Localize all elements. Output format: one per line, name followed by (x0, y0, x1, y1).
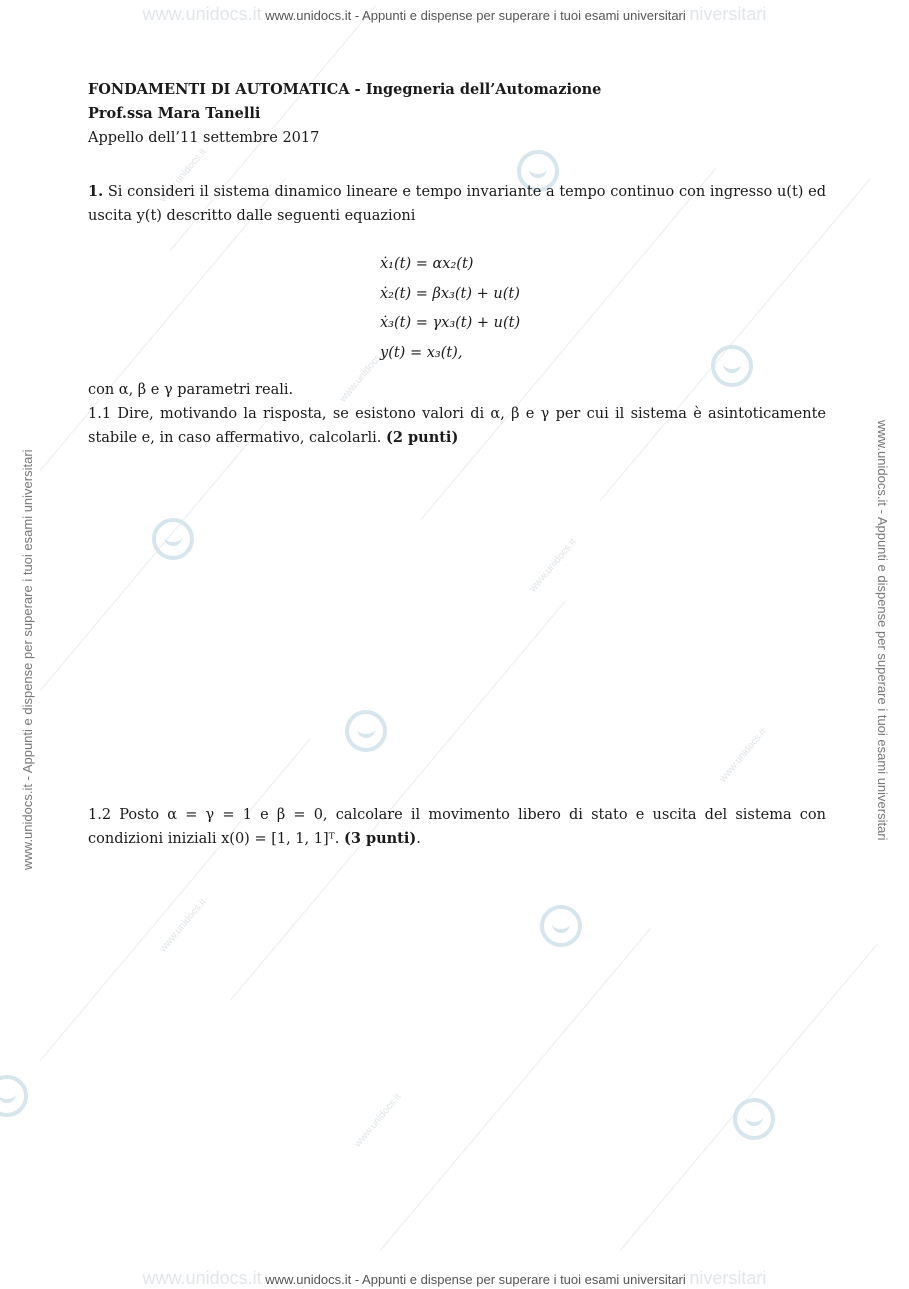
course-title: FONDAMENTI DI AUTOMATICA (88, 81, 350, 98)
exercise-intro-text: Si consideri il sistema dinamico lineare e tempo invariante a tempo continuo con ingresso u(t) ed uscita y(t) descritto dalle seguenti equazioni (88, 184, 826, 224)
equation-2: ẋ₂(t) = βx₃(t) + u(t) (380, 285, 520, 302)
question-1-block (88, 378, 826, 450)
question-1-2-text: 1.2 Posto α = γ = 1 e β = 0, calcolare il movimento libero di stato e uscita del sistema con condizioni iniziali x(0) = [1, 1, 1]ᵀ. (88, 807, 826, 847)
exercise-number: 1. (88, 183, 104, 200)
watermark-logo-icon (152, 518, 194, 560)
left-side-watermark: www.unidocs.it - Appunti e dispense per superare i tuoi esami universitari (20, 449, 35, 870)
right-side-watermark: www.unidocs.it - Appunti e dispense per superare i tuoi esami universitari (875, 420, 890, 841)
question-1-1-points: (2 punti) (386, 429, 459, 446)
question-1-2: 1.2 Posto α = γ = 1 e β = 0, calcolare il movimento libero di stato e uscita del sistema con condizioni iniziali x(0) = [1, 1, 1]ᵀ. (3 punti). (88, 807, 826, 847)
watermark-logo-icon (733, 1098, 775, 1140)
course-heading (88, 78, 826, 102)
question-1-1-text: 1.1 Dire, motivando la risposta, se esistono valori di α, β e γ per cui il sistema è asintoticamente stabile e, in caso affermativo, calcolarli. (88, 406, 826, 446)
question-1-2-points: (3 punti) (343, 830, 417, 847)
course-suffix: - Ingegneria dell’Automazione (349, 81, 602, 98)
exercise-intro (88, 180, 826, 228)
watermark-logo-icon (540, 905, 582, 947)
question-1-1 (88, 402, 826, 450)
watermark-logo-icon (0, 1075, 28, 1117)
watermark-logo-icon (345, 710, 387, 752)
bottom-watermark-banner: www.unidocs.it www.unidocs.it - Appunti e dispense per superare i tuoi esami universitari niversitari (142, 1268, 767, 1288)
professor-name: Prof.ssa Mara Tanelli (88, 105, 261, 122)
equation-1: ẋ₁(t) = αx₂(t) (380, 256, 474, 272)
equation-3: ẋ₃(t) = γx₃(t) + u(t) (380, 315, 521, 331)
params-note: con α, β e γ parametri reali. (88, 382, 294, 398)
exam-date: Appello dell’11 settembre 2017 (88, 130, 320, 146)
question-2-block (88, 803, 826, 851)
equation-system (380, 250, 520, 368)
document-body (88, 78, 826, 228)
top-watermark-banner: www.unidocs.it www.unidocs.it - Appunti e dispense per superare i tuoi esami universitari niversitari (142, 4, 767, 24)
equation-output: y(t) = x₃(t), (380, 344, 463, 361)
